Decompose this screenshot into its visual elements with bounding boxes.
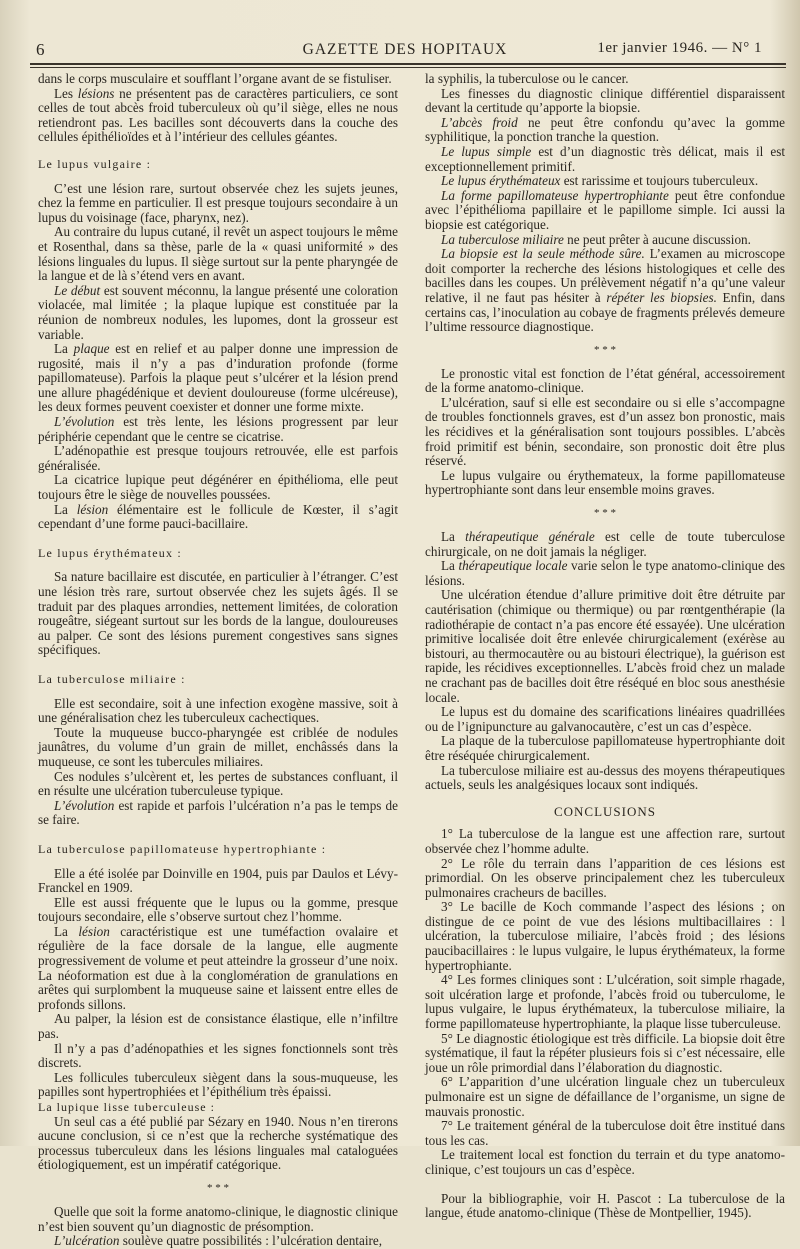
paragraph: L’évolution est très lente, les lésions progressent par leur périphérie cependant que le centre se cicatrise. bbox=[38, 414, 398, 444]
section-heading-lupus-erythemateux: Le lupus érythémateux : bbox=[38, 545, 182, 560]
paragraph: L’ulcération soulève quatre possibilités : l’ulcération dentaire, bbox=[54, 1233, 383, 1249]
paragraph: Quelle que soit la forme anatomo-clinique, le diagnostic clinique n’est bien souvent qu’un diagnostic de présomption. bbox=[38, 1203, 398, 1234]
conclusion-item: 6° L’apparition d’une ulcération linguale chez un tuberculeux pulmonaire est un signe de défaillance de l’organisme, un signe de mauvais pronostic. bbox=[425, 1074, 785, 1119]
paragraph: Les finesses du diagnostic clinique différentiel disparaissent devant la certitude qu’apporte la biopsie. bbox=[425, 85, 785, 116]
paragraph: L’évolution est rapide et parfois l’ulcération n’a pas le temps de se faire. bbox=[38, 797, 398, 828]
issue-date: 1er janvier 1946. — N° 1 bbox=[597, 40, 762, 56]
paragraph: La biopsie est la seule méthode sûre. L’examen au microscope doit comporter la recherche des lésions histologiques et celle des bacilles dans les coupes. Un prélèvement négatif n’a qu’une valeur relative, il ne faut pas hésiter à répéter les biopsies. Enfin, dans certains cas, l’inoculation au cobaye de fragments prélevés demeure l’ultime ressource diagnostique. bbox=[425, 246, 785, 335]
left-column bbox=[38, 72, 398, 1249]
paragraph: Elle est aussi fréquente que le lupus ou la gomme, presque toujours secondaire, elle s’observe surtout chez l’homme. bbox=[38, 894, 398, 925]
paragraph: Le lupus érythémateux est rarissime et toujours tuberculeux. bbox=[441, 173, 759, 189]
paragraph: Au contraire du lupus cutané, il revêt un aspect toujours le même et Rosenthal, dans sa thèse, parle de la « quasi uniformité » des lésions linguales du lupus. Il siège surtout sur la pente pharyngée de la langue et de là s’étend vers en avant. bbox=[38, 224, 398, 284]
paragraph: Une ulcération étendue d’allure primitive doit être détruite par cautérisation (chimique ou thermique) ou par rœntgenthérapie (la radiothérapie de contact n’a pas encore été essayée). Une ulcération primitive localisée doit être enlevée chirurgicalement (exérèse au bistouri, au thermocautère ou au bistouri électrique), la guérison est rapide, les récidives exceptionnelles. L’abcès froid chez un malade ne crachant pas de bacilles doit être réséqué en bloc sous anesthésie locale. bbox=[425, 587, 785, 705]
header-rule-thick bbox=[30, 63, 786, 65]
paragraph: L’ulcération, sauf si elle est secondaire ou si elle s’accompagne de troubles fonctionnels graves, est d’un assez bon pronostic, mais les récidives et la généralisation sont toujours possibles. L’abcès froid primitif est bénin, secondaire, son pronostic doit être plus réservé. bbox=[425, 394, 785, 469]
paragraph: la syphilis, la tuberculose ou le cancer. bbox=[425, 71, 629, 86]
conclusion-item: Le traitement local est fonction du terrain et du type anatomo-clinique, c’est toujours un cas d’espèce. bbox=[425, 1147, 785, 1177]
paragraph: L’abcès froid ne peut être confondu qu’avec la gomme syphilitique, la ponction tranche la question. bbox=[425, 114, 786, 145]
paragraph: Elle est secondaire, soit à une infection exogène massive, soit à une généralisation chez les tuberculeux cachectiques. bbox=[38, 695, 398, 726]
paragraph: Le lupus simple est d’un diagnostic très délicat, mais il est exceptionnellement primitif. bbox=[425, 143, 785, 174]
paragraph: Il n’y a pas d’adénopathies et les signes fonctionnels sont très discrets. bbox=[38, 1040, 398, 1071]
paragraph: Un seul cas a été publié par Sézary en 1940. Nous n’en tirerons aucune conclusion, si ce n’est que la recherche systématique des processus tuberculeux dans les lésions linguales mal cataloguées étiologiquement, est un impératif catégorique. bbox=[38, 1113, 398, 1173]
paragraph: Elle a été isolée par Doinville en 1904, puis par Daulos et Lévy-Franckel en 1909. bbox=[38, 865, 398, 896]
paragraph: La forme papillomateuse hypertrophiante peut être confondue avec l’épithélioma papillaire et le papillome simple. Ici aussi la biopsie est catégorique. bbox=[425, 187, 785, 232]
paragraph: La lésion caractéristique est une tuméfaction ovalaire et régulière de la face dorsale de la langue, elle augmente progressivement de volume et peut atteindre la grosseur d’une noix. La néoformation est due à la conglomération de granulations en arêtes qui surplombent la muqueuse saine et laissent entre elles de profonds sillons. bbox=[38, 923, 398, 1012]
section-heading-tuberculose-miliaire: La tuberculose miliaire : bbox=[38, 671, 186, 686]
paragraph: Toute la muqueuse bucco-pharyngée est criblée de nodules jaunâtres, du volume d’un grain de millet, enchâssés dans la muqueuse, ce sont les tubercules miliaires. bbox=[38, 724, 398, 769]
running-header bbox=[30, 40, 780, 62]
conclusion-item: 5° Le diagnostic étiologique est très difficile. La biopsie doit être systématique, il faut la répéter plusieurs fois si c’est nécessaire, elle joue un rôle primordial dans l’élaboration du diagnostic. bbox=[425, 1030, 785, 1075]
conclusion-item: 4° Les formes cliniques sont : L’ulcération, soit simple rhagade, soit ulcération large et profonde, l’abcès froid ou tuberculome, le lupus vulgaire, le lupus érythémateux, la tuberculose miliaire, la forme papillomateuse hypertrophiante, la plaque lisse tuberculeuse. bbox=[425, 972, 785, 1032]
section-separator-stars: * * * bbox=[207, 1181, 229, 1194]
paragraph: Le pronostic vital est fonction de l’état général, accessoirement de la forme anatomo-clinique. bbox=[425, 365, 785, 396]
paragraph: La thérapeutique locale varie selon le type anatomo-clinique des lésions. bbox=[425, 558, 785, 588]
header-rule-thin bbox=[30, 67, 786, 68]
paragraph: Les lésions ne présentent pas de caractères particuliers, ce sont celles de tout abcès froid tuberculeux où qu’il siège, elles ne nous retiendront pas. Les bacilles sont découverts dans la couche des cellules épithélioïdes et à l’intérieur des cellules géantes. bbox=[38, 85, 398, 145]
conclusion-item: 1° La tuberculose de la langue est une affection rare, surtout observée chez l’homme adulte. bbox=[425, 826, 785, 856]
paragraph: La plaque de la tuberculose papillomateuse hypertrophiante doit être réséquée chirurgicalement. bbox=[425, 733, 785, 763]
right-column bbox=[425, 72, 785, 1221]
paragraph: Le lupus vulgaire ou érythemateux, la forme papillomateuse hypertrophiante sont dans leur ensemble moins graves. bbox=[425, 467, 785, 498]
paragraph: La plaque est en relief et au palper donne une impression de rugosité, mais il n’y a pas d’induration profonde (forme papillomateuse). Parfois la plaque peut s’ulcérer et la lésion prend une allure phagédénique et devient douloureuse (forme ulcéreuse), les deux formes peuvent coexister et donner une forme mixte. bbox=[38, 341, 398, 415]
paragraph: C’est une lésion rare, surtout observée chez les sujets jeunes, chez la femme en particulier. Il est presque toujours secondaire à un lupus du voisinage (face, pharynx, nez). bbox=[38, 180, 398, 225]
bibliography-note: Pour la bibliographie, voir H. Pascot : La tuberculose de la langue, étude anatomo-clinique (Thèse de Montpellier, 1945). bbox=[425, 1190, 785, 1221]
paragraph: Les follicules tuberculeux siègent dans la sous-muqueuse, les papilles sont hypertrophiées et l’épithélium très épaissi. bbox=[38, 1069, 398, 1100]
paragraph: L’adénopathie est presque toujours retrouvée, elle est parfois généralisée. bbox=[38, 443, 398, 473]
paragraph: Le début est souvent méconnu, la langue présenté une coloration violacée, mal limitée ; la plaque lupique est constituée par la réunion de nombreux nodules, les lupomes, dont la grosseur est variable. bbox=[38, 282, 398, 342]
page-number: 6 bbox=[36, 40, 45, 59]
paragraph: La lésion élémentaire est le follicule de Kœster, il s’agit cependant d’une forme pauci-bacillaire. bbox=[38, 501, 398, 532]
conclusion-item: 2° Le rôle du terrain dans l’apparition de ces lésions est primordial. On les observe principalement chez les tuberculeux pulmonaires cracheurs de bacilles. bbox=[425, 855, 785, 900]
conclusion-item: 7° Le traitement général de la tuberculose doit être institué dans tous les cas. bbox=[425, 1118, 785, 1148]
section-heading-plaque-lisse: La lupique lisse tuberculeuse : bbox=[38, 1100, 215, 1114]
section-heading-conclusions: CONCLUSIONS bbox=[553, 803, 656, 819]
journal-title: GAZETTE DES HOPITAUX bbox=[302, 41, 508, 58]
paragraph: La thérapeutique générale est celle de toute tuberculose chirurgicale, on ne doit jamais la négliger. bbox=[425, 529, 785, 559]
conclusion-item: 3° Le bacille de Koch commande l’aspect des lésions ; on distingue de ce point de vue des lésions multibacillaires : l ulcération, la tuberculose miliaire, l’abcès froid ; des lésions paucibacillaires : le lupus vulgaire, le lupus érythémateux, la forme hypertrophiante. bbox=[425, 899, 785, 973]
paragraph: dans le corps musculaire et soufflant l’organe avant de se fistuliser. bbox=[38, 71, 392, 86]
paragraph: Le lupus est du domaine des scarifications linéaires quadrillées ou de l’ignipuncture au galvanocautère, c’est un cas d’espèce. bbox=[425, 704, 785, 734]
paragraph: Ces nodules s’ulcèrent et, les pertes de substances confluant, il en résulte une ulcération tuberculeuse typique. bbox=[38, 768, 398, 799]
section-heading-lupus-vulgaire: Le lupus vulgaire : bbox=[38, 156, 152, 171]
paragraph: La cicatrice lupique peut dégénérer en épithélioma, elle peut toujours être le siège de nouvelles poussées. bbox=[38, 472, 398, 503]
paragraph: La tuberculose miliaire est au-dessus des moyens thérapeutiques actuels, seuls les analgésiques locaux sont indiqués. bbox=[425, 762, 785, 793]
section-separator-stars: * * * bbox=[594, 343, 616, 356]
section-separator-stars: * * * bbox=[594, 507, 616, 520]
paragraph: La tuberculose miliaire ne peut prêter à aucune discussion. bbox=[441, 231, 751, 247]
paragraph: Sa nature bacillaire est discutée, en particulier à l’étranger. C’est une lésion très rare, surtout observée chez les sujets âgés. Il se traduit par des plaques arrondies, nettement limitées, de coloration rougeâtre, siégeant surtout sur les bords de la langue, douloureuses au palper. Ce sont des lésions purement congestives sans signes spécifiques. bbox=[38, 569, 398, 658]
section-heading-papillomateuse: La tuberculose papillomateuse hypertrophiante : bbox=[38, 841, 327, 856]
paragraph: Au palper, la lésion est de consistance élastique, elle n’infiltre pas. bbox=[38, 1011, 398, 1042]
